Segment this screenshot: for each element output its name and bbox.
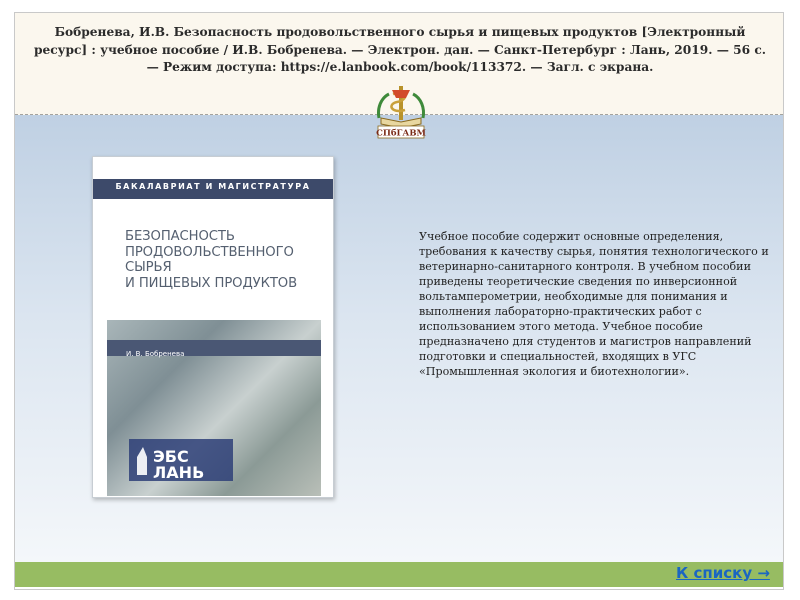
publisher-logo-line: ЛАНЬ (153, 463, 205, 482)
emblem-label: СПбГАВМ (376, 128, 426, 139)
cover-author: И. В. Бобренева (126, 350, 185, 358)
cover-series-label: БАКАЛАВРИАТ И МАГИСТРАТУРА (115, 182, 311, 191)
cover-title-line: БЕЗОПАСНОСТЬ (125, 229, 235, 244)
book-description: Учебное пособие содержит основные определения, требования к качеству сырья, понятия технологического и ветеринарно-санитарного контроля. В учебном пособии приведены теоретические сведения по инверсионной вольтамперометрии, необходимые для понимания и выполнения лабораторно-практических работ с использованием этого метода. Учебное пособие предназначено для студентов и магистров направлений подготовки и специальностей, входящих в УГС «Промышленная экология и биотехнологии». (419, 230, 769, 378)
book-cover-image (92, 156, 334, 498)
university-crest-icon (369, 80, 433, 140)
back-to-list-link[interactable]: К списку → (676, 564, 770, 582)
publisher-logo-text (153, 449, 204, 481)
cover-title-line: ПРОДОВОЛЬСТВЕННОГО (125, 244, 294, 260)
cover-title-line: И ПИЩЕВЫХ ПРОДУКТОВ (125, 275, 298, 291)
bibliographic-citation: Бобренева, И.В. Безопасность продовольственного сырья и пищевых продуктов [Электронный ресурс] : учебное пособие / И.В. Бобренева. — Электрон. дан. — Санкт-Петербург : Лань, 2019. — 56 с. — Режим доступа: https://e.lanbook.com/book/113372. — Загл. с экрана. (33, 25, 767, 74)
cover-title (125, 229, 325, 291)
publisher-logo-line: ЭБС (153, 447, 189, 466)
footer-bar (15, 562, 783, 587)
cover-title-line: СЫРЬЯ (125, 260, 172, 275)
